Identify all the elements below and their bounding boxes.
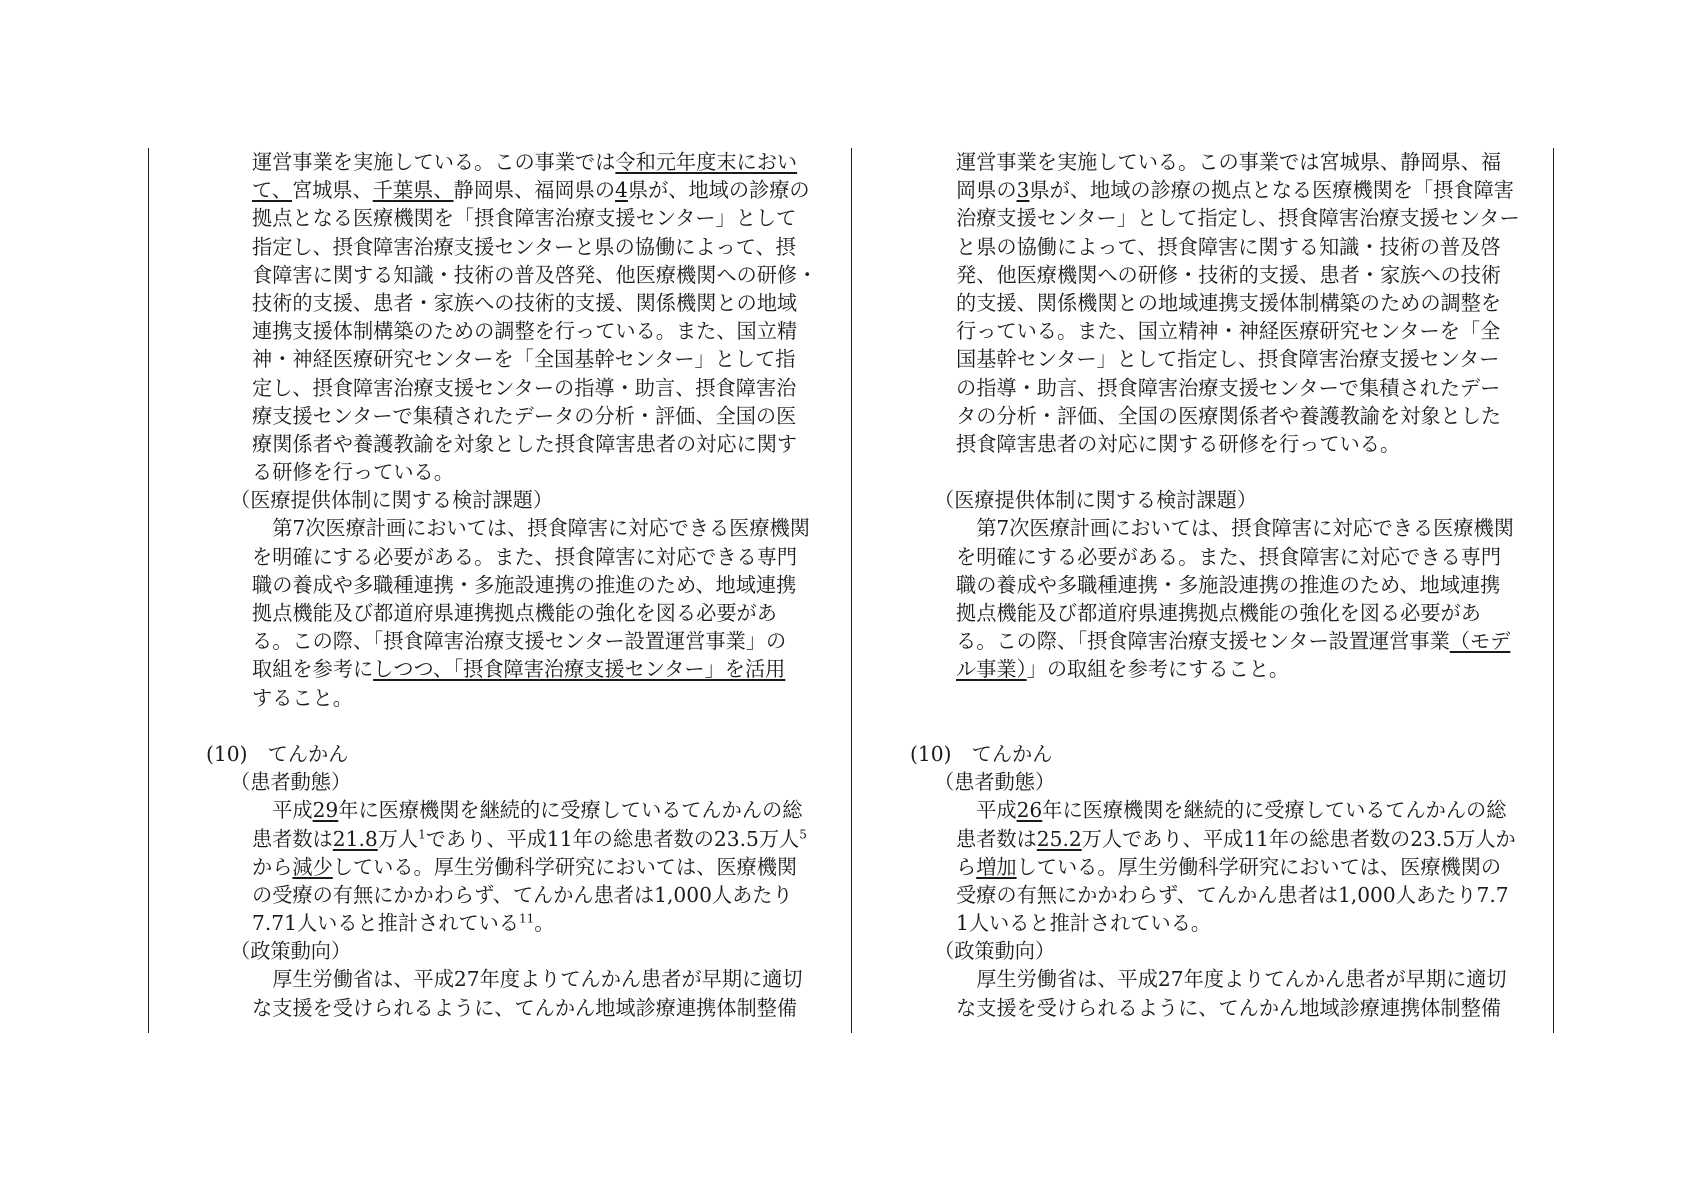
body-text-line [910,204,1550,232]
text-segment: な支援を受けられるように、てんかん地域診療連携体制整備 [252,995,798,1020]
body-text-line [206,402,846,430]
text-segment: 年に医療機関を継続的に受療しているてんかんの総 [338,798,803,823]
text-segment: している。厚生労働科学研究においては、医療機関の [1016,854,1502,879]
blank-line [206,712,846,740]
body-text-line [910,374,1550,402]
footnote-ref: 1 [418,826,426,841]
body-text-line [910,233,1550,261]
underlined-text: 21.8 [332,826,378,851]
text-segment: 神・神経医療研究センターを「全国基幹センター」として指 [252,347,796,372]
text-segment: 行っている。また、国立精神・神経医療研究センターを「全 [956,319,1501,344]
body-text-line [206,374,846,402]
text-segment: 拠点機能及び都道府県連携拠点機能の強化を図る必要があ [956,601,1481,625]
text-segment: 第7次医療計画においては、摂食障害に対応できる医療機関 [956,516,1514,541]
text-segment: 年に医療機関を継続的に受療しているてんかんの総 [1042,798,1507,823]
section-heading [206,937,846,965]
text-segment: 1人いると推計されている。 [956,911,1212,936]
item-heading [910,740,1550,768]
body-text-line [206,853,846,881]
item-heading [206,740,846,768]
text-segment: 静岡県、福岡県の [453,178,616,203]
body-text-line [206,233,846,261]
body-text-line [206,514,846,542]
text-segment: 厚生労働省は、平成27年度よりてんかん患者が早期に適切 [956,967,1507,992]
text-segment: （医療提供体制に関する検討課題） [934,488,1258,513]
text-segment: 指定し、摂食障害治療支援センターと県の協働によって、摂 [252,234,796,259]
footnote-ref: 5 [799,826,807,841]
text-segment: すること。 [252,685,353,710]
text-segment: 職の養成や多職種連携・多施設連携の推進のため、地域連携 [252,572,797,597]
text-segment: 患者数は [956,826,1037,851]
text-segment: 7.71人いると推計されている [252,911,520,936]
text-segment: の受療の有無にかかわらず、てんかん患者は1,000人あたり [252,882,793,907]
body-text-line [910,825,1550,853]
text-segment: 宮城県、 [291,178,373,203]
body-text-line [206,204,846,232]
text-segment: 拠点機能及び都道府県連携拠点機能の強化を図る必要があ [252,601,777,625]
text-segment: を明確にする必要がある。また、摂食障害に対応できる専門 [956,544,1502,569]
body-text-line [206,345,846,373]
section-heading [206,768,846,796]
body-text-line [910,514,1550,542]
underlined-text: 25.2 [1036,826,1082,851]
body-text-line [910,430,1550,458]
text-segment: 県が、地域の診療の拠点となる医療機関を「摂食障害 [1029,178,1514,203]
body-text-line [206,796,846,824]
text-segment: 平成 [956,798,1017,823]
text-segment: 国基幹センター」として指定し、摂食障害治療支援センター [956,347,1500,372]
body-text-line [910,543,1550,571]
center-divider-line [851,148,852,1033]
text-segment: の指導・助言、摂食障害治療支援センターで集積されたデー [956,375,1501,400]
body-text-line [910,994,1550,1022]
body-text-line [910,402,1550,430]
body-text-line [910,627,1550,655]
right-border-line [1553,148,1554,1033]
body-text-line [206,317,846,345]
body-text-line [910,571,1550,599]
text-segment: 連携支援体制構築のための調整を行っている。また、国立精 [252,319,798,344]
text-segment: 患者数は [252,826,333,851]
body-text-line [206,684,846,712]
body-text-line [910,599,1550,627]
body-text-line [910,317,1550,345]
underlined-text: 増加 [976,854,1017,879]
text-segment: （政策動向） [230,939,352,964]
body-text-line [910,655,1550,683]
body-text-line [206,627,846,655]
body-text-line [206,909,846,937]
underlined-text: 令和元年度末におい [615,150,798,174]
text-segment: 職の養成や多職種連携・多施設連携の推進のため、地域連携 [956,572,1501,597]
text-segment: る。この際、「摂食障害治療支援センター設置運営事業 [956,629,1450,654]
body-text-line [206,543,846,571]
body-text-line [206,994,846,1022]
underlined-text: 26 [1016,798,1043,823]
body-text-line [910,881,1550,909]
text-segment: であり、平成11年の総患者数の23.5万人 [425,826,800,851]
body-text-line [206,289,846,317]
body-text-line [206,655,846,683]
text-segment: 県が、地域の診療の [627,178,810,203]
body-text-line [910,289,1550,317]
text-segment: 発、他医療機関への研修・技術的支援、患者・家族への技術 [956,262,1502,287]
text-segment: (10) てんかん [910,741,1053,766]
text-segment: 拠点となる医療機関を「摂食障害治療支援センター」として [252,206,797,231]
text-segment: タの分析・評価、全国の医療関係者や養護教諭を対象とした [956,403,1502,428]
text-segment: 平成 [252,798,313,823]
text-segment: 万人 [377,826,419,851]
blank-line [910,458,1550,486]
body-text-line [206,825,846,853]
revised-text-column [206,148,846,1022]
text-segment: 定し、摂食障害治療支援センターの指導・助言、摂食障害治 [252,375,797,400]
body-text-line [910,345,1550,373]
text-segment: 受療の有無にかかわらず、てんかん患者は1,000人あたり7.7 [956,882,1509,907]
text-segment: 運営事業を実施している。この事業では [252,150,616,174]
underlined-text: 4 [615,178,628,203]
text-segment: （患者動態） [934,770,1056,795]
section-heading [206,486,846,514]
underlined-text: 千葉県、 [372,178,454,203]
body-text-line [910,965,1550,993]
body-text-line [910,148,1550,176]
body-text-line [206,430,846,458]
section-heading [910,937,1550,965]
underlined-text: 29 [312,798,339,823]
underlined-text: しつつ、「摂食障害治療支援センター」を活用 [373,657,786,682]
text-segment: (10) てんかん [206,741,349,766]
text-segment: 的支援、関係機関との地域連携支援体制構築のための調整を [956,290,1502,315]
text-segment: 第7次医療計画においては、摂食障害に対応できる医療機関 [252,516,810,541]
text-segment: と県の協働によって、摂食障害に関する知識・技術の普及啓 [956,234,1501,259]
text-segment: を明確にする必要がある。また、摂食障害に対応できる専門 [252,544,798,569]
body-text-line [910,261,1550,289]
underlined-text: ル事業） [956,657,1027,682]
body-text-line [910,853,1550,881]
section-heading [910,486,1550,514]
text-segment: 」の取組を参考にすること。 [1026,657,1290,682]
body-text-line [910,909,1550,937]
text-segment: 厚生労働省は、平成27年度よりてんかん患者が早期に適切 [252,967,803,992]
text-segment: 療関係者や養護教諭を対象とした摂食障害患者の対応に関す [252,431,798,456]
underlined-text: 減少 [292,854,333,879]
text-segment: 運営事業を実施している。この事業では宮城県、静岡県、福 [956,150,1502,174]
text-segment: る研修を行っている。 [252,460,454,485]
body-text-line [206,176,846,204]
text-segment: 岡県の [956,178,1017,203]
text-segment: 。 [534,911,555,936]
text-segment: な支援を受けられるように、てんかん地域診療連携体制整備 [956,995,1502,1020]
underlined-text: 3 [1016,178,1030,203]
text-segment: （患者動態） [230,770,352,795]
underlined-text: て、 [252,178,292,203]
text-segment: 取組を参考に [252,657,374,682]
current-text-column [910,148,1550,1022]
text-segment: 技術的支援、患者・家族への技術的支援、関係機関との地域 [252,290,798,315]
section-heading [910,768,1550,796]
body-text-line [910,796,1550,824]
blank-line [910,684,1550,712]
underlined-text: （モデ [1449,629,1511,654]
body-text-line [206,571,846,599]
text-segment: している。厚生労働科学研究においては、医療機関 [332,854,798,879]
left-border-line [148,148,149,1033]
body-text-line [206,599,846,627]
text-segment: 治療支援センター」として指定し、摂食障害治療支援センター [956,206,1520,231]
text-segment: （医療提供体制に関する検討課題） [230,488,554,513]
text-segment: る。この際、「摂食障害治療支援センター設置運営事業」の [252,629,787,654]
text-segment: 万人であり、平成11年の総患者数の23.5万人か [1081,826,1516,851]
text-segment: ら [956,854,977,879]
body-text-line [206,881,846,909]
text-segment: 摂食障害患者の対応に関する研修を行っている。 [956,431,1401,456]
body-text-line [206,148,846,176]
body-text-line [206,965,846,993]
text-segment: 食障害に関する知識・技術の普及啓発、他医療機関への研修・ [252,262,818,287]
footnote-ref: 11 [519,911,535,926]
text-segment: （政策動向） [934,939,1056,964]
body-text-line [206,458,846,486]
text-segment: から [252,854,293,879]
body-text-line [206,261,846,289]
body-text-line [910,176,1550,204]
blank-line [910,712,1550,740]
text-segment: 療支援センターで集積されたデータの分析・評価、全国の医 [252,403,797,428]
